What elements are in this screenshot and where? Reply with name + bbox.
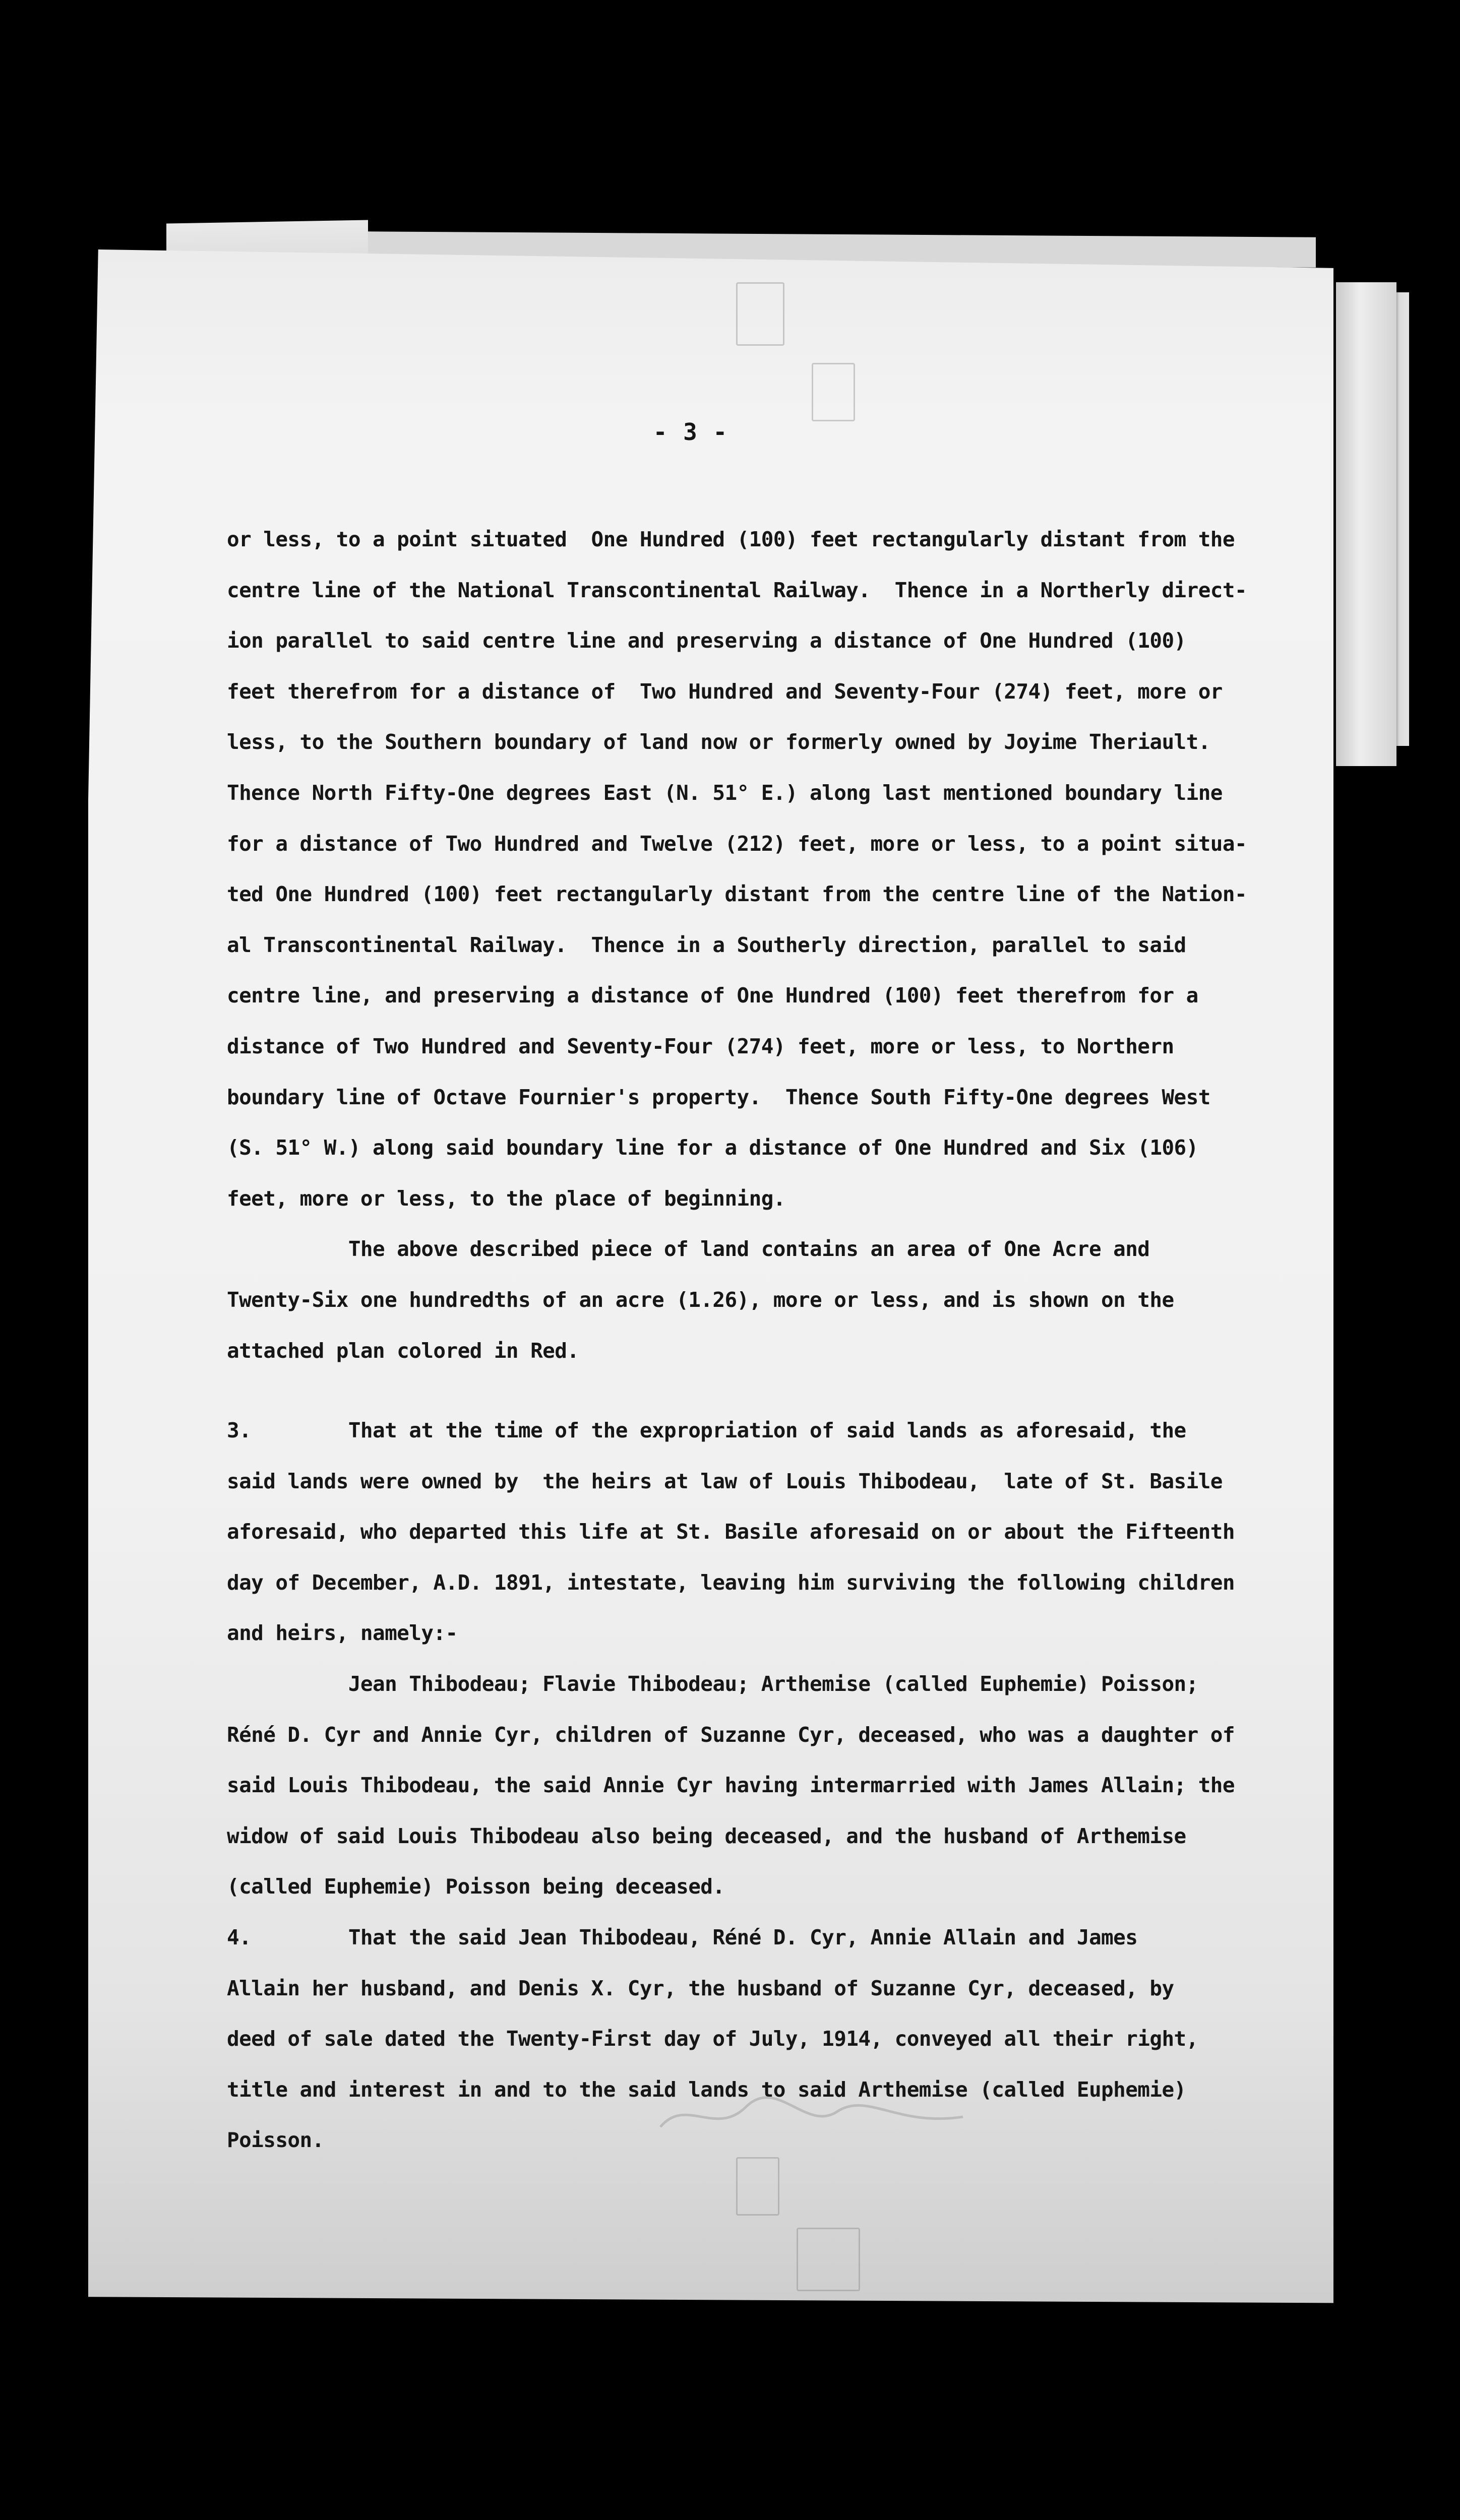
text-line: distance of Two Hundred and Seventy-Four (274) feet, more or less, to Northern [227, 1034, 1174, 1058]
text-line: Réné D. Cyr and Annie Cyr, children of Suzanne Cyr, deceased, who was a daughter of [227, 1722, 1235, 1747]
text-line: al Transcontinental Railway. Thence in a Southerly direction, parallel to said [227, 932, 1186, 957]
text-line: attached plan colored in Red. [227, 1338, 579, 1363]
text-line: deed of sale dated the Twenty-First day of July, 1914, conveyed all their right, [227, 2027, 1198, 2051]
faint-stamp-mark [736, 2157, 779, 2216]
text-line: centre line of the National Transcontinental Railway. Thence in a Northerly direct- [227, 578, 1247, 602]
text-line: (S. 51° W.) along said boundary line for a distance of One Hundred and Six (106) [227, 1136, 1198, 1160]
text-line: day of December, A.D. 1891, intestate, leaving him surviving the following children [227, 1570, 1235, 1595]
text-line: boundary line of Octave Fournier's property. Thence South Fifty-One degrees West [227, 1085, 1210, 1109]
text-line: The above described piece of land contains an area of One Acre and [227, 1237, 1150, 1262]
text-line: Poisson. [227, 2128, 324, 2153]
faint-stamp-mark [812, 363, 855, 421]
text-line: Allain her husband, and Denis X. Cyr, the husband of Suzanne Cyr, deceased, by [227, 1976, 1174, 2000]
page-number: - 3 - [653, 418, 728, 446]
document-body [227, 514, 1255, 2166]
text-line: Jean Thibodeau; Flavie Thibodeau; Arthemise (called Euphemie) Poisson; [227, 1672, 1198, 1696]
text-line: widow of said Louis Thibodeau also being deceased, and the husband of Arthemise [227, 1823, 1186, 1848]
faint-stamp-mark [736, 282, 784, 346]
text-line: said lands were owned by the heirs at law of Louis Thibodeau, late of St. Basile [227, 1469, 1223, 1493]
text-line: aforesaid, who departed this life at St. Basile aforesaid on or about the Fifteenth [227, 1520, 1235, 1544]
text-line: or less, to a point situated One Hundred (100) feet rectangularly distant from the [227, 527, 1235, 551]
paragraph-gap [227, 1376, 1255, 1405]
text-line: centre line, and preserving a distance of One Hundred (100) feet therefrom for a [227, 983, 1198, 1008]
paragraph-3 [227, 1405, 1255, 1912]
text-line: less, to the Southern boundary of land now or formerly owned by Joyime Theriault. [227, 730, 1210, 754]
text-line: title and interest in and to the said lands to said Arthemise (called Euphemie) [227, 2077, 1186, 2102]
text-line: ted One Hundred (100) feet rectangularly distant from the centre line of the Nation- [227, 882, 1247, 907]
underlying-page-edge [1336, 282, 1396, 766]
text-line: for a distance of Two Hundred and Twelve (212) feet, more or less, to a point situa- [227, 831, 1247, 856]
text-line: 4. That the said Jean Thibodeau, Réné D. Cyr, Annie Allain and James [227, 1925, 1138, 1950]
faint-stamp-mark [797, 2228, 860, 2291]
text-line: ion parallel to said centre line and preserving a distance of One Hundred (100) [227, 628, 1186, 653]
text-line: Thence North Fifty-One degrees East (N. 51° E.) along last mentioned boundary line [227, 780, 1223, 805]
text-line: feet, more or less, to the place of beginning. [227, 1186, 785, 1211]
paragraph-4 [227, 1912, 1255, 2166]
text-line: and heirs, namely:- [227, 1621, 458, 1646]
description-section [227, 514, 1255, 1376]
text-line: Twenty-Six one hundredths of an acre (1.26), more or less, and is shown on the [227, 1287, 1174, 1312]
text-line: 3. That at the time of the expropriation of said lands as aforesaid, the [227, 1418, 1186, 1443]
text-line: (called Euphemie) Poisson being deceased. [227, 1874, 725, 1899]
text-line: feet therefrom for a distance of Two Hundred and Seventy-Four (274) feet, more or [227, 679, 1223, 704]
text-line: said Louis Thibodeau, the said Annie Cyr having intermarried with James Allain; the [227, 1773, 1235, 1798]
